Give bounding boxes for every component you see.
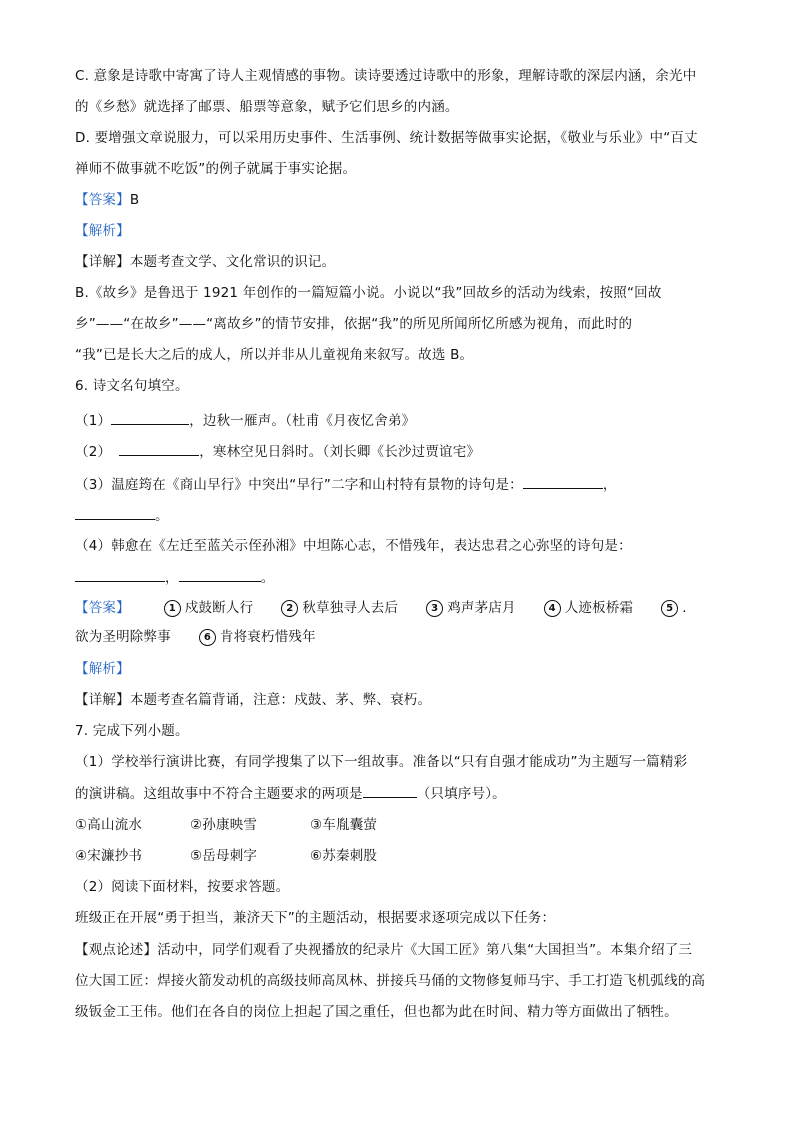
blank-field [119,441,199,456]
circled-number: 6 [199,629,216,646]
q7-p2: （2）阅读下面材料，按要求答题。 [75,879,290,895]
q5-answer [75,190,139,210]
option-item: ⑤岳母刺字 [190,848,258,864]
q7-view-line2: 位大国工匠：焊接火箭发动机的高级技师高凤林、拼接兵马俑的文物修复师马宇、手工打造飞机弧线的高 [75,973,706,989]
answer-item-3: 3 鸡声茅店月 [426,600,516,616]
q6-sub3 [75,474,617,495]
option-item: ⑥苏秦刺股 [310,848,378,864]
q6-answer [75,598,687,618]
q6-sub4-cont [75,567,274,588]
q5-b-line2: 乡”——“在故乡”——“离故乡”的情节安排，依据“我”的所见所闻所忆所感为视角，而此时的 [75,316,633,332]
q7-p1-line1: （1）学校举行演讲比赛，有同学搜集了以下一组故事。准备以“只有自强才能成功”为主题写一篇精彩 [75,754,688,770]
circled-number: 5 [661,600,678,617]
circled-number: 1 [164,600,181,617]
detail-tag: 【详解】 [75,692,130,708]
q6-sub4: （4）韩愈在《左迁至蓝关示侄孙湘》中坦陈心志，不惜残年，表达忠君之心弥坚的诗句是： [75,538,632,554]
sub1-num: （1） [75,413,112,429]
q6-answer-cont [75,627,316,647]
q7-view-line1: 【观点论述】活动中，同学们观看了央视播放的纪录片《大国工匠》第八集“大国担当”。本集介绍了三 [75,942,693,958]
q7-options-row1 [75,815,377,835]
q7-title: 7. 完成下列小题。 [75,723,189,739]
answer-item-5-text: 欲为圣明除弊事 [75,629,171,645]
answer-item-1: 1 戍鼓断人行 [164,600,254,616]
option-d-line1: D. 要增强文章说服力，可以采用历史事件、生活事例、统计数据等做事实论据，《敬业与乐业》中“百丈 [75,130,698,146]
q6-sub1 [75,410,415,431]
option-c-line2: 的《乡愁》就选择了邮票、船票等意象，赋予它们思乡的内涵。 [75,99,459,115]
q5-analysis-tag: 【解析】 [75,223,130,239]
q6-sub2 [75,441,480,462]
detail-text: 本题考查文学、文化常识的识记。 [129,254,336,270]
option-item: ④宋濂抄书 [75,848,143,864]
answer-tag: 【答案】 [75,600,130,616]
answer-value: B [129,192,140,208]
blank-field [111,410,189,425]
q7-intro: 班级正在开展“勇于担当，兼济天下”的主题活动，根据要求逐项完成以下任务： [75,910,556,926]
q6-analysis-tag: 【解析】 [75,661,130,677]
detail-tag: 【详解】 [75,254,130,270]
option-d-line2: 禅师不做事就不吃饭”的例子就属于事实论据。 [75,161,357,177]
blank-field [523,474,603,489]
circled-number: 4 [544,600,561,617]
sub1-text: ，边秋一雁声。（杜甫《月夜忆舍弟》 [189,413,416,429]
answer-item-5: 5 . [661,600,687,616]
comma: ， [602,477,617,493]
sub3-text: （3）温庭筠在《商山早行》中突出“早行”二字和山村特有景物的诗句是： [75,477,523,493]
view-tag: 【观点论述】 [75,942,158,958]
q5-b-line1: B.《故乡》是鲁迅于 1921 年创作的一篇短篇小说。小说以“我”回故乡的活动为线索，按照“回故 [75,285,662,301]
q7-view-line3: 级钣金工王伟。他们在各自的岗位上担起了国之重任，但也都为此在时间、精力等方面做出了牺牲。 [75,1004,678,1020]
circled-number: 2 [281,600,298,617]
period: 。 [155,508,169,524]
q7-p1-line2: 的演讲稿。这组故事中不符合主题要求的两项是 （只填序号）。 [75,783,506,804]
answer-item-4: 4 人迹板桥霜 [544,600,634,616]
detail-text: 本题考查名篇背诵，注意：戍鼓、茅、弊、衰朽。 [129,692,432,708]
comma: ， [165,570,179,586]
blank-field [179,567,261,582]
sub2-num: （2） [75,444,112,460]
answer-tag: 【答案】 [75,192,130,208]
option-c-line1: C. 意象是诗歌中寄寓了诗人主观情感的事物。读诗要透过诗歌中的形象，理解诗歌的深层内涵，余光中 [75,68,697,84]
answer-item-2: 2 秋草独寻人去后 [281,600,398,616]
blank-field [75,567,165,582]
period: 。 [260,570,275,586]
q5-detail [75,252,335,272]
option-item: ①高山流水 [75,817,143,833]
q6-sub3-cont [75,505,169,526]
q5-b-line3: “我”已是长大之后的成人，所以并非从儿童视角来叙写。故选 B。 [75,347,474,363]
answer-item-6: 6 肯将衰朽惜残年 [199,629,316,645]
q7-options-row2 [75,846,377,866]
sub2-text: ，寒林空见日斜时。（刘长卿《长沙过贾谊宅》 [199,444,481,460]
q6-detail [75,690,431,710]
option-item: ③车胤囊萤 [310,817,378,833]
q6-title: 6. 诗文名句填空。 [75,378,189,394]
option-item: ②孙康映雪 [190,817,258,833]
blank-field [75,505,155,520]
circled-number: 3 [426,600,443,617]
blank-field [363,783,417,798]
